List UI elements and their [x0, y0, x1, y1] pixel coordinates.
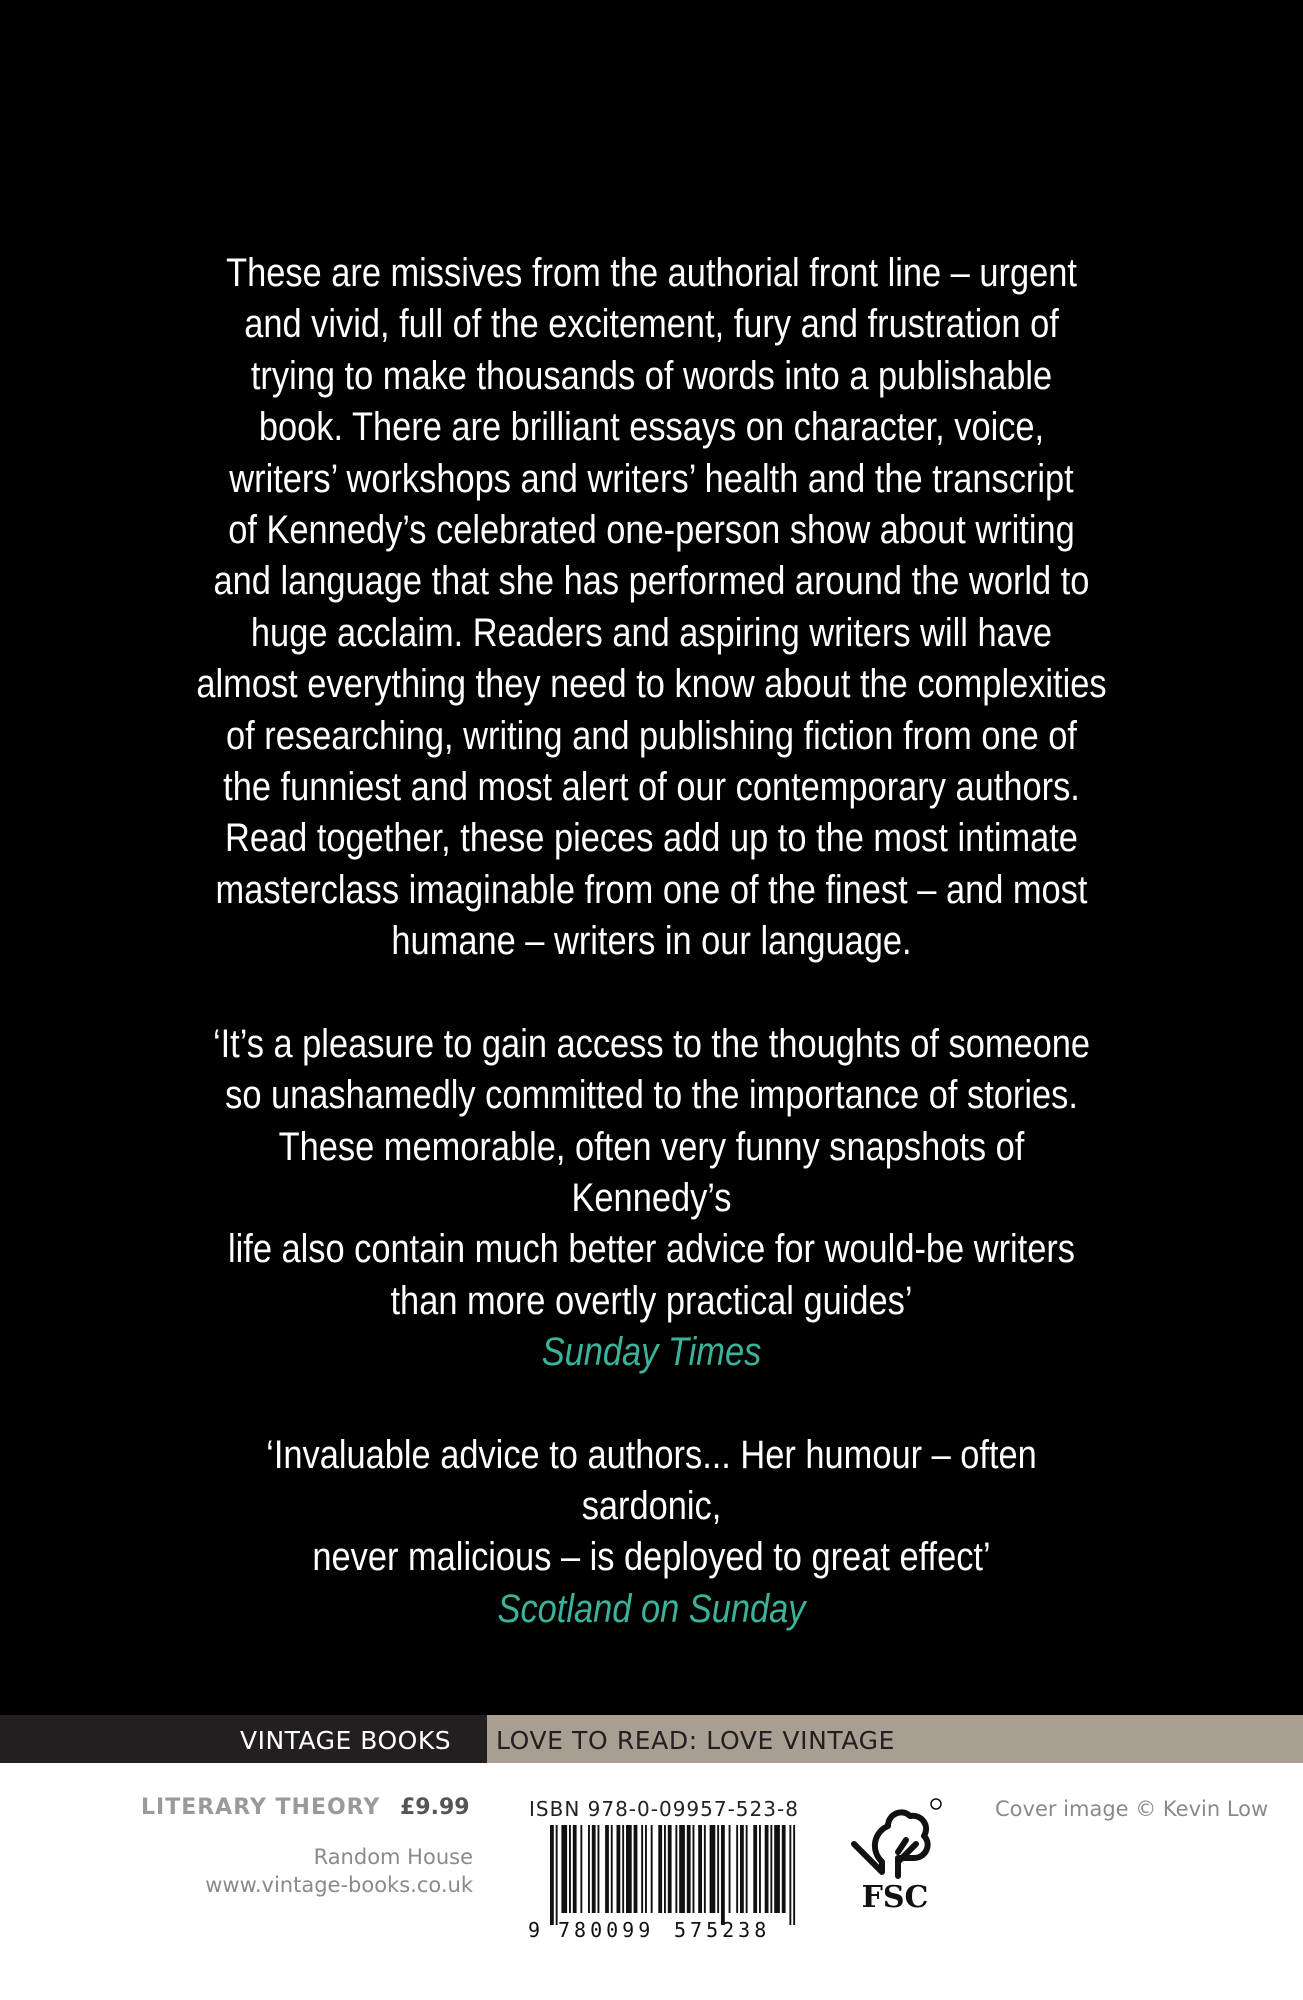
barcode-bar [641, 1825, 643, 1913]
barcode-bar [759, 1825, 761, 1913]
quote-line: never malicious – is deployed to great effect’ [312, 1535, 991, 1580]
barcode-bars [550, 1825, 795, 1925]
description-line: Read together, these pieces add up to the most intimate [225, 816, 1078, 861]
quote-line: ‘Invaluable advice to authors... Her humour – often sardonic, [266, 1432, 1037, 1528]
quote-line: so unashamedly committed to the importance of stories. [225, 1073, 1078, 1118]
barcode-bar [651, 1825, 653, 1913]
barcode-digits-right: 575238 [674, 1918, 771, 1942]
description-line: book. There are brilliant essays on character, voice, [258, 405, 1045, 450]
barcode-digits-left: 780099 [558, 1918, 655, 1942]
barcode-bar [658, 1825, 662, 1913]
review-quote [194, 1430, 1108, 1636]
description-line: writers’ workshops and writers’ health and the transcript [229, 456, 1074, 501]
barcode-bar [698, 1825, 702, 1913]
blurb [194, 248, 1108, 1635]
barcode-bar [580, 1825, 582, 1913]
barcode-bar [622, 1825, 624, 1913]
barcode-bar [645, 1825, 647, 1913]
barcode-bar [550, 1825, 554, 1925]
barcode-bar [729, 1825, 731, 1913]
description-line: and vivid, full of the excitement, fury and frustration of [244, 302, 1059, 347]
fsc-tree-icon [854, 1812, 928, 1876]
description-line: the funniest and most alert of our contemporary authors. [223, 765, 1080, 810]
registered-mark [931, 1799, 941, 1809]
description-line: of Kennedy’s celebrated one-person show about writing [228, 508, 1075, 553]
fsc-label: FSC [861, 1880, 929, 1912]
barcode-bar [561, 1825, 567, 1913]
fsc-logo [840, 1792, 950, 1912]
review-quote [194, 1019, 1108, 1379]
quote-line: life also contain much better advice for would-be writers [227, 1227, 1076, 1272]
barcode-bar [746, 1825, 748, 1913]
genre-label: LITERARY THEORY [141, 1795, 381, 1820]
quote-line: ‘It’s a pleasure to gain access to the thoughts of someone [212, 1021, 1091, 1066]
barcode-digit-prefix: 9 [528, 1918, 541, 1942]
barcode-bar [753, 1825, 757, 1913]
quote-source: Sunday Times [541, 1330, 762, 1375]
description-line: of researching, writing and publishing fiction from one of [226, 713, 1077, 758]
barcode [524, 1825, 804, 1945]
barcode-bar [721, 1825, 725, 1925]
quote-source: Scotland on Sunday [497, 1586, 806, 1631]
barcode-bar [774, 1825, 780, 1913]
barcode-bar [693, 1825, 695, 1913]
barcode-bar [634, 1825, 638, 1913]
quote-line: These memorable, often very funny snapshots of Kennedy’s [278, 1124, 1025, 1220]
description-line: huge acclaim. Readers and aspiring writers will have [250, 610, 1053, 655]
barcode-bar [704, 1825, 706, 1913]
website: www.vintage-books.co.uk [205, 1873, 473, 1897]
barcode-bar [617, 1825, 621, 1913]
barcode-bar [782, 1825, 786, 1913]
description-line: and language that she has performed around the world to [213, 559, 1090, 604]
barcode-bar [793, 1825, 795, 1925]
paragraph-gap [194, 1379, 1108, 1430]
description-line: These are missives from the authorial front line – urgent [226, 251, 1077, 295]
barcode-bar [770, 1825, 772, 1913]
publisher-name: Random House [313, 1845, 473, 1869]
paragraph-gap [194, 968, 1108, 1019]
description-line: almost everything they need to know about the complexities [196, 662, 1107, 707]
barcode-bar [736, 1825, 738, 1913]
barcode-bar [626, 1825, 632, 1913]
barcode-bar [765, 1825, 769, 1913]
barcode-bar [664, 1825, 666, 1913]
barcode-bar [789, 1825, 791, 1925]
barcode-bar [592, 1825, 596, 1913]
barcode-bar [740, 1825, 744, 1913]
isbn: ISBN 978-0-09957-523-8 [529, 1797, 799, 1821]
quote-line: than more overtly practical guides’ [390, 1278, 913, 1323]
barcode-bar [675, 1825, 677, 1913]
barcode-bar [569, 1825, 571, 1913]
publisher-brand: VINTAGE BOOKS [240, 1726, 452, 1755]
cover-credit: Cover image © Kevin Low [995, 1797, 1269, 1821]
barcode-bar [605, 1825, 609, 1913]
barcode-bar [611, 1825, 613, 1913]
barcode-bar [556, 1825, 558, 1925]
description-line: humane – writers in our language. [391, 919, 912, 964]
description-line: trying to make thousands of words into a publishable [250, 353, 1053, 398]
barcode-bar [687, 1825, 691, 1913]
barcode-bar [668, 1825, 672, 1913]
tagline: LOVE TO READ: LOVE VINTAGE [496, 1726, 895, 1755]
description-paragraph [194, 248, 1108, 968]
barcode-bar [588, 1825, 590, 1913]
barcode-bar [598, 1825, 600, 1913]
description-line: masterclass imaginable from one of the finest – and most [215, 867, 1088, 912]
barcode-bar [679, 1825, 685, 1913]
barcode-bar [717, 1825, 719, 1913]
barcode-bar [573, 1825, 577, 1913]
price: £9.99 [400, 1795, 470, 1820]
barcode-bar [710, 1825, 716, 1913]
